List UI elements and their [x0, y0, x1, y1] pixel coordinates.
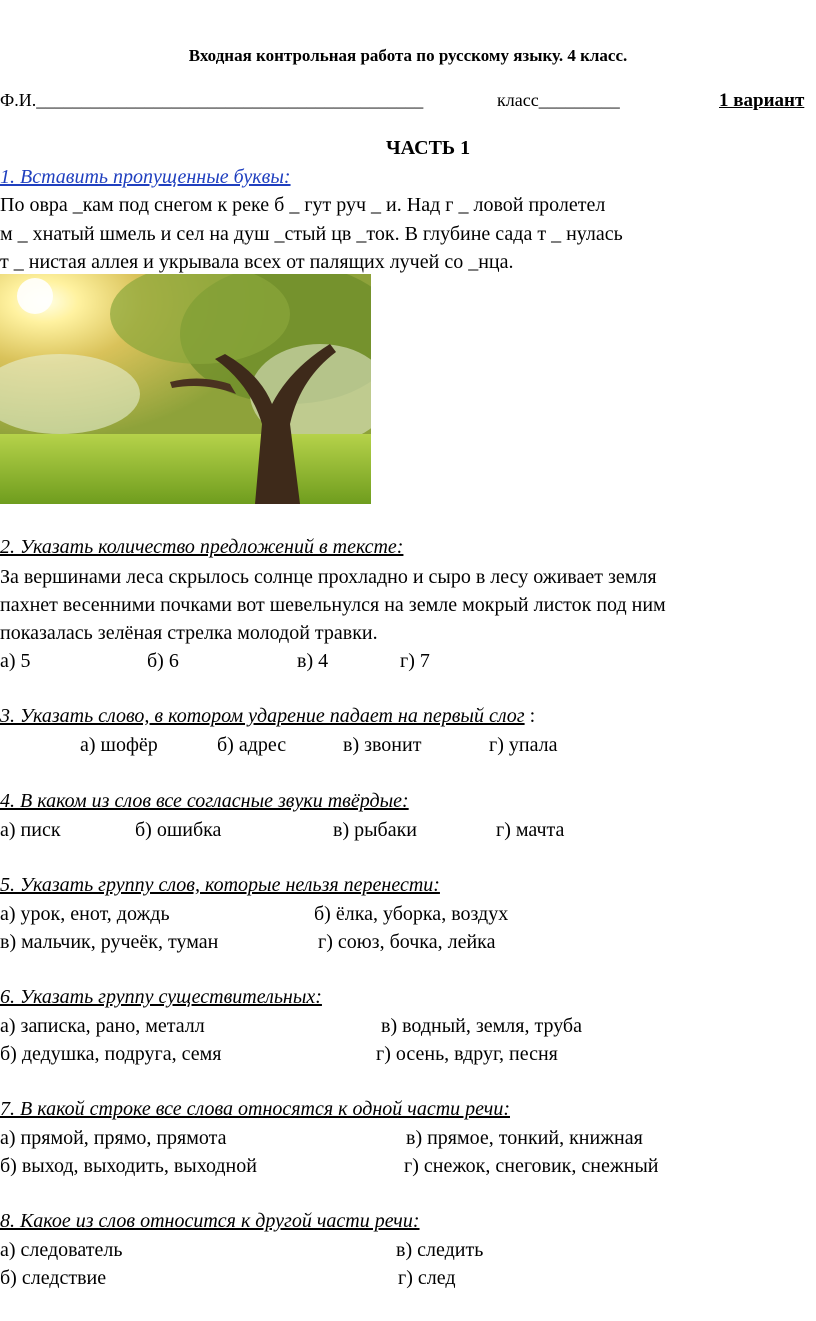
q5-option-b: б) ёлка, уборка, воздух [314, 903, 509, 925]
question-1-title: 1. Вставить пропущенные буквы: [0, 166, 291, 188]
question-6-title: 6. Указать группу существительных: [0, 986, 322, 1008]
q1-text-line: м _ хнатый шмель и сел на душ _стый цв _ток. В глубине сада т _ нулась [0, 223, 623, 245]
q6-option-g: г) осень, вдруг, песня [376, 1043, 558, 1065]
q8-option-b: б) следствие [0, 1267, 107, 1289]
question-8-title: 8. Какое из слов относится к другой части речи: [0, 1210, 420, 1232]
q7-option-a: а) прямой, прямо, прямота [0, 1127, 227, 1149]
question-3-title: 3. Указать слово, в котором ударение падает на первый слог [0, 705, 525, 727]
q4-option-v: в) рыбаки [333, 819, 418, 841]
q7-option-v: в) прямое, тонкий, книжная [406, 1127, 643, 1149]
q3-option-v: в) звонит [343, 734, 422, 756]
question-2-title: 2. Указать количество предложений в тексте: [0, 536, 404, 558]
q1-text-line: По овра _кам под снегом к реке б _ гут руч _ и. Над г _ ловой пролетел [0, 194, 606, 216]
q2-text-line: пахнет весенними почками вот шевельнулся на земле мокрый листок под ним [0, 594, 666, 616]
tree-photo [0, 274, 371, 504]
q3-option-a: а) шофёр [80, 734, 158, 756]
q2-option-b: б) 6 [147, 650, 179, 672]
part-heading: ЧАСТЬ 1 [386, 137, 471, 159]
q3-option-b: б) адрес [217, 734, 287, 756]
q8-option-g: г) след [398, 1267, 456, 1289]
q2-option-g: г) 7 [400, 650, 430, 672]
q4-option-g: г) мачта [496, 819, 565, 841]
question-4-title: 4. В каком из слов все согласные звуки твёрдые: [0, 790, 409, 812]
class-field: класс_________ [497, 90, 620, 110]
q4-option-a: а) писк [0, 819, 61, 841]
q8-option-v: в) следить [396, 1239, 484, 1261]
q3-option-g: г) упала [489, 734, 558, 756]
q7-option-g: г) снежок, снеговик, снежный [404, 1155, 659, 1177]
question-3-title-row [0, 705, 535, 728]
q4-option-b: б) ошибка [135, 819, 222, 841]
q3-suffix: : [524, 705, 536, 727]
q1-text-line: т _ нистая аллея и укрывала всех от палящих лучей со _нца. [0, 251, 514, 273]
q2-option-a: а) 5 [0, 650, 31, 672]
variant-label: 1 вариант [719, 90, 805, 111]
q5-option-g: г) союз, бочка, лейка [318, 931, 496, 953]
question-5-title: 5. Указать группу слов, которые нельзя перенести: [0, 874, 440, 896]
q8-option-a: а) следователь [0, 1239, 123, 1261]
q2-text-line: показалась зелёная стрелка молодой травки. [0, 622, 378, 644]
q5-option-a: а) урок, енот, дождь [0, 903, 170, 925]
q2-option-v: в) 4 [297, 650, 329, 672]
page-title: Входная контрольная работа по русскому языку. 4 класс. [188, 46, 628, 65]
q2-text-line: За вершинами леса скрылось солнце прохладно и сыро в лесу оживает земля [0, 566, 657, 588]
q5-option-v: в) мальчик, ручеёк, туман [0, 931, 219, 953]
q6-option-b: б) дедушка, подруга, семя [0, 1043, 222, 1065]
q6-option-a: а) записка, рано, металл [0, 1015, 205, 1037]
question-7-title: 7. В какой строке все слова относятся к одной части речи: [0, 1098, 510, 1120]
fio-field: Ф.И.___________________________________________ [0, 90, 424, 110]
q7-option-b: б) выход, выходить, выходной [0, 1155, 257, 1177]
q6-option-v: в) водный, земля, труба [381, 1015, 582, 1037]
